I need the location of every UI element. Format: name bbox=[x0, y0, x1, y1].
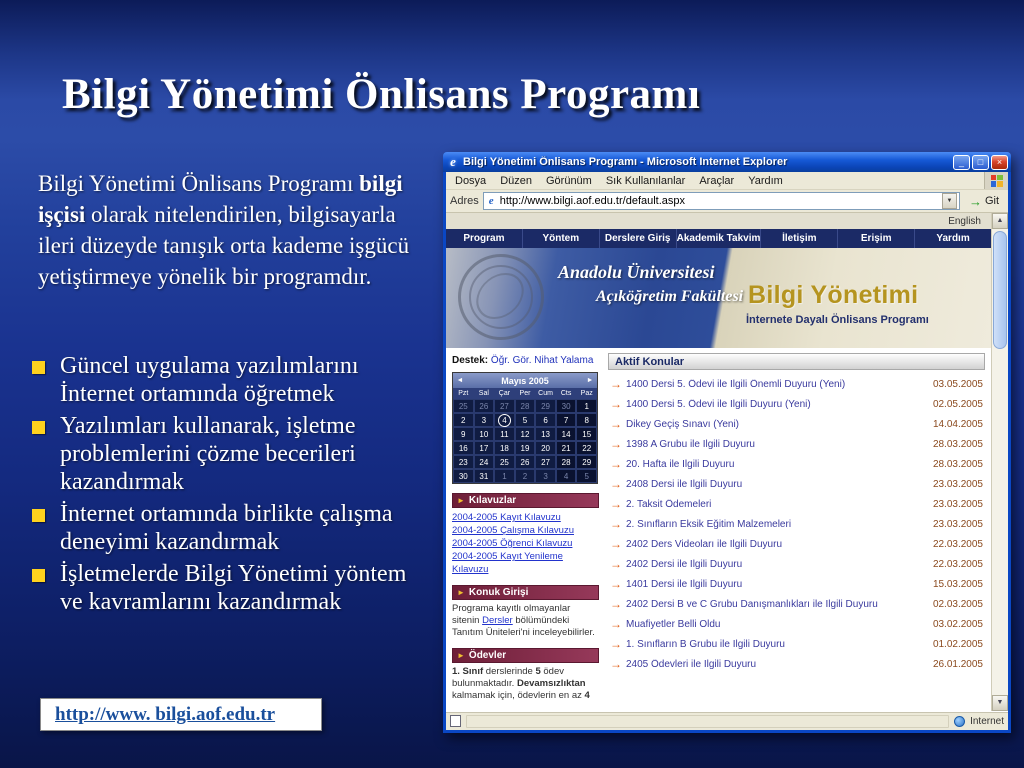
support-line bbox=[452, 355, 599, 366]
window-titlebar[interactable] bbox=[443, 152, 1011, 172]
topic-link[interactable]: 1398 A Grubu ile İlgili Duyuru bbox=[626, 438, 755, 450]
topic-arrow-icon: → bbox=[610, 557, 622, 571]
bullet-item bbox=[28, 500, 432, 556]
calendar-dayname: Pzt bbox=[458, 390, 469, 397]
bullet-text: Güncel uygulama yazılımlarını İnternet ortamında öğretmek bbox=[60, 353, 359, 407]
guide-link[interactable]: 2004-2005 Çalışma Kılavuzu bbox=[452, 525, 574, 536]
topic-row bbox=[608, 554, 985, 574]
topic-date: 28.03.2005 bbox=[932, 458, 983, 470]
topic-date: 03.02.2005 bbox=[932, 618, 983, 630]
topic-date: 23.03.2005 bbox=[932, 498, 983, 510]
topic-arrow-icon: → bbox=[610, 377, 622, 391]
browser-window bbox=[443, 152, 1011, 733]
topic-date: 02.03.2005 bbox=[932, 598, 983, 610]
menu-item[interactable]: Görünüm bbox=[545, 174, 592, 187]
dersler-link[interactable]: Dersler bbox=[482, 615, 513, 626]
calendar-dayname: Paz bbox=[580, 390, 593, 397]
calendar-dayname: Cum bbox=[538, 390, 553, 397]
address-label: Adres bbox=[450, 195, 479, 207]
topic-arrow-icon: → bbox=[610, 577, 622, 591]
support-label: Destek: bbox=[452, 355, 489, 366]
language-strip bbox=[446, 213, 991, 229]
guide-link[interactable]: 2004-2005 Öğrenci Kılavuzu bbox=[452, 538, 573, 549]
ie-icon: e bbox=[450, 154, 456, 169]
site-navbar bbox=[446, 229, 991, 248]
calendar-next-icon[interactable]: ► bbox=[586, 377, 594, 384]
address-input[interactable] bbox=[483, 192, 960, 210]
calendar-day[interactable]: 4 bbox=[556, 469, 577, 483]
bullet-list bbox=[28, 352, 432, 620]
active-topics-header: Aktif Konular bbox=[608, 353, 985, 370]
university-logo-icon bbox=[458, 254, 544, 340]
header-program-title: Bilgi Yönetimi bbox=[748, 281, 919, 309]
topic-row bbox=[608, 634, 985, 654]
topic-link[interactable]: 2. Sınıfların Eksik Eğitim Malzemeleri bbox=[626, 518, 792, 530]
calendar-day[interactable]: 13 bbox=[535, 427, 556, 441]
topic-link[interactable]: 2402 Dersi B ve C Grubu Danışmanlıkları ile İlgili Duyuru bbox=[626, 598, 878, 610]
bullet-text: İşletmelerde Bilgi Yönetimi yöntem ve kavramlarını kazandırmak bbox=[60, 561, 407, 615]
calendar-dayname: Per bbox=[519, 390, 531, 397]
intro-bold: bilgi işçisi bbox=[38, 171, 403, 227]
calendar-day[interactable]: 26 bbox=[474, 399, 495, 413]
topic-link[interactable]: Muafiyetler Belli Oldu bbox=[626, 618, 721, 630]
calendar-day[interactable]: 23 bbox=[453, 455, 474, 469]
intro-pre: Bilgi Yönetimi Önlisans Programı bbox=[38, 171, 360, 196]
text-segment: bölümündeki Tanıtım Üniteleri'ni inceleyebilirler. bbox=[452, 615, 595, 638]
topic-arrow-icon: → bbox=[610, 537, 622, 551]
section-header-homework bbox=[452, 648, 599, 663]
calendar bbox=[452, 372, 598, 484]
scroll-down-icon[interactable]: ▼ bbox=[992, 695, 1008, 711]
nav-item[interactable]: Erişim bbox=[838, 229, 915, 248]
topics-list bbox=[608, 374, 985, 674]
topic-link[interactable]: 1. Sınıfların B Grubu ile İlgili Duyuru bbox=[626, 638, 785, 650]
topic-row bbox=[608, 654, 985, 674]
status-zone-label: Internet bbox=[970, 715, 1004, 727]
menu-item[interactable]: Araçlar bbox=[699, 174, 735, 187]
topic-row bbox=[608, 474, 985, 494]
topic-link[interactable]: 2405 Ödevleri ile İlgili Duyuru bbox=[626, 658, 757, 670]
topic-link[interactable]: Dikey Geçiş Sınavı (Yeni) bbox=[626, 418, 740, 430]
windows-logo-icon bbox=[984, 172, 1008, 189]
text-segment: kalmamak için, ödevlerin en az bbox=[452, 690, 585, 701]
slide-title: Bilgi Yönetimi Önlisans Programı bbox=[62, 71, 701, 118]
calendar-grid bbox=[453, 399, 597, 483]
topic-date: 01.02.2005 bbox=[932, 638, 983, 650]
calendar-month: Mayıs 2005 bbox=[501, 375, 549, 386]
calendar-titlebar bbox=[453, 373, 597, 388]
nav-item[interactable]: Program bbox=[446, 229, 523, 248]
go-arrow-icon: → bbox=[968, 193, 982, 209]
topic-date: 02.05.2005 bbox=[932, 398, 983, 410]
calendar-day[interactable]: 12 bbox=[515, 427, 536, 441]
menu-item[interactable]: Sık Kullanılanlar bbox=[605, 174, 686, 187]
calendar-day[interactable]: 29 bbox=[535, 399, 556, 413]
text-segment: derslerinde bbox=[483, 666, 536, 677]
calendar-day[interactable]: 18 bbox=[494, 441, 515, 455]
topic-arrow-icon: → bbox=[610, 477, 622, 491]
text-segment: 5 bbox=[535, 666, 541, 677]
slide-link-box[interactable] bbox=[40, 698, 322, 731]
topic-arrow-icon: → bbox=[610, 617, 622, 631]
menu-item[interactable]: Yardım bbox=[748, 174, 783, 187]
menu-item[interactable]: Düzen bbox=[500, 174, 532, 187]
calendar-day[interactable]: 9 bbox=[453, 427, 474, 441]
menu-item[interactable]: Dosya bbox=[455, 174, 487, 187]
calendar-day[interactable]: 1 bbox=[576, 399, 597, 413]
topic-arrow-icon: → bbox=[610, 497, 622, 511]
topic-link[interactable]: 20. Hafta ile İlgili Duyuru bbox=[626, 458, 735, 470]
menu-items bbox=[448, 175, 984, 187]
calendar-day[interactable]: 5 bbox=[576, 469, 597, 483]
topic-link[interactable]: 1400 Dersi 5. Ödevi ile İlgili Önemli Duyuru (Yeni) bbox=[626, 378, 846, 390]
calendar-day[interactable]: 27 bbox=[494, 399, 515, 413]
page-body bbox=[446, 348, 991, 711]
calendar-day[interactable]: 1 bbox=[494, 469, 515, 483]
topic-row bbox=[608, 514, 985, 534]
topic-date: 28.03.2005 bbox=[932, 438, 983, 450]
topic-date: 22.03.2005 bbox=[932, 558, 983, 570]
topic-date: 15.03.2005 bbox=[932, 578, 983, 590]
calendar-day[interactable]: 14 bbox=[556, 427, 577, 441]
topic-link[interactable]: 2408 Dersi ile İlgili Duyuru bbox=[626, 478, 743, 490]
english-link[interactable]: English bbox=[948, 215, 981, 227]
calendar-dayname: Sal bbox=[478, 390, 489, 397]
guide-link[interactable]: 2004-2005 Kayıt Yenileme Kılavuzu bbox=[452, 551, 563, 575]
go-label: Git bbox=[984, 195, 999, 207]
scroll-up-icon[interactable]: ▲ bbox=[992, 213, 1008, 229]
calendar-daynames bbox=[453, 388, 597, 399]
calendar-day[interactable]: 4 bbox=[494, 413, 515, 427]
site-header bbox=[446, 248, 991, 348]
page-favicon-icon: e bbox=[488, 195, 494, 207]
topic-arrow-icon: → bbox=[610, 397, 622, 411]
scroll-thumb[interactable] bbox=[993, 231, 1007, 349]
nav-item[interactable]: İletişim bbox=[761, 229, 838, 248]
topic-arrow-icon: → bbox=[610, 597, 622, 611]
calendar-day[interactable]: 30 bbox=[556, 399, 577, 413]
nav-item[interactable]: Derslere Giriş bbox=[600, 229, 677, 248]
calendar-day[interactable]: 26 bbox=[515, 455, 536, 469]
nav-item[interactable]: Yöntem bbox=[523, 229, 600, 248]
calendar-day[interactable]: 15 bbox=[576, 427, 597, 441]
calendar-dayname: Cts bbox=[560, 390, 572, 397]
calendar-day[interactable]: 3 bbox=[474, 413, 495, 427]
guides-list bbox=[452, 511, 599, 576]
homework-text bbox=[452, 666, 599, 702]
calendar-day[interactable]: 21 bbox=[556, 441, 577, 455]
text-segment: 4 bbox=[584, 690, 590, 701]
calendar-day[interactable]: 19 bbox=[515, 441, 536, 455]
topic-date: 03.05.2005 bbox=[932, 378, 983, 390]
globe-icon bbox=[954, 716, 965, 727]
topic-row bbox=[608, 534, 985, 554]
topic-date: 14.04.2005 bbox=[932, 418, 983, 430]
bullet-item bbox=[28, 560, 432, 616]
topic-link[interactable]: 2. Taksit Ödemeleri bbox=[626, 498, 712, 510]
topic-link[interactable]: 1400 Dersi 5. Ödevi ile İlgili Duyuru (Yeni) bbox=[626, 398, 811, 410]
nav-item[interactable]: Akademik Takvim bbox=[677, 229, 762, 248]
calendar-prev-icon[interactable]: ◄ bbox=[456, 377, 464, 384]
web-page bbox=[446, 213, 991, 711]
topic-row bbox=[608, 594, 985, 614]
topic-arrow-icon: → bbox=[610, 657, 622, 671]
window-title: Bilgi Yönetimi Önlisans Programı - Microsoft Internet Explorer bbox=[463, 156, 788, 168]
topic-date: 23.03.2005 bbox=[932, 478, 983, 490]
topic-row bbox=[608, 414, 985, 434]
topic-link[interactable]: 1401 Dersi ile İlgili Duyuru bbox=[626, 578, 743, 590]
bullet-text: Yazılımları kullanarak, işletme problemlerini çözme becerileri kazandırmak bbox=[60, 413, 356, 495]
text-segment: Programa kayıtlı olmayanlar sitenin bbox=[452, 603, 571, 626]
bullet-square-icon bbox=[32, 361, 45, 374]
document-icon bbox=[450, 715, 461, 727]
calendar-day[interactable]: 10 bbox=[474, 427, 495, 441]
calendar-day[interactable]: 2 bbox=[515, 469, 536, 483]
topic-arrow-icon: → bbox=[610, 517, 622, 531]
text-segment: ödev bulunmaktadır. bbox=[452, 666, 564, 689]
menu-bar bbox=[446, 172, 1008, 190]
bullet-square-icon bbox=[32, 421, 45, 434]
guest-text bbox=[452, 603, 599, 639]
section-arrow-icon: ► bbox=[457, 587, 465, 597]
topic-date: 23.03.2005 bbox=[932, 518, 983, 530]
calendar-day[interactable]: 30 bbox=[453, 469, 474, 483]
text-segment: Devamsızlıktan bbox=[516, 678, 586, 689]
calendar-day[interactable]: 22 bbox=[576, 441, 597, 455]
topic-row bbox=[608, 574, 985, 594]
calendar-day[interactable]: 17 bbox=[474, 441, 495, 455]
bullet-item bbox=[28, 352, 432, 408]
section-arrow-icon: ► bbox=[457, 650, 465, 660]
calendar-dayname: Çar bbox=[498, 390, 511, 397]
section-title-guides: Kılavuzlar bbox=[468, 495, 517, 506]
section-arrow-icon: ► bbox=[457, 495, 465, 505]
calendar-day[interactable]: 6 bbox=[535, 413, 556, 427]
go-button[interactable] bbox=[964, 195, 1004, 208]
address-dropdown-icon[interactable]: ▼ bbox=[942, 193, 957, 209]
address-url: http://www.bilgi.aof.edu.tr/default.aspx bbox=[499, 195, 686, 207]
topic-date: 26.01.2005 bbox=[932, 658, 983, 670]
nav-item[interactable]: Yardım bbox=[936, 233, 970, 244]
topic-row bbox=[608, 374, 985, 394]
calendar-day[interactable]: 16 bbox=[453, 441, 474, 455]
calendar-day[interactable]: 28 bbox=[515, 399, 536, 413]
calendar-day[interactable]: 28 bbox=[556, 455, 577, 469]
topic-date: 22.03.2005 bbox=[932, 538, 983, 550]
header-subtitle: İnternete Dayalı Önlisans Programı bbox=[746, 314, 929, 326]
calendar-day[interactable]: 24 bbox=[474, 455, 495, 469]
topic-row bbox=[608, 494, 985, 514]
section-title-guest: Konuk Girişi bbox=[468, 587, 529, 598]
guide-link[interactable]: 2004-2005 Kayıt Kılavuzu bbox=[452, 512, 561, 523]
status-spacer bbox=[466, 715, 949, 728]
close-button[interactable]: × bbox=[991, 155, 1008, 170]
minimize-button[interactable]: _ bbox=[953, 155, 970, 170]
section-title-homework: Ödevler bbox=[468, 650, 507, 661]
intro-paragraph bbox=[38, 168, 430, 292]
calendar-day[interactable]: 3 bbox=[535, 469, 556, 483]
section-header-guest bbox=[452, 585, 599, 600]
bullet-item bbox=[28, 412, 432, 496]
bullet-text: İnternet ortamında birlikte çalışma deneyimi kazandırmak bbox=[60, 501, 393, 555]
section-header-guides bbox=[452, 493, 599, 508]
calendar-day[interactable]: 25 bbox=[494, 455, 515, 469]
bullet-square-icon bbox=[32, 569, 45, 582]
topic-arrow-icon: → bbox=[610, 437, 622, 451]
header-university: Anadolu Üniversitesi bbox=[558, 262, 715, 282]
topic-link[interactable]: 2402 Dersi ile İlgili Duyuru bbox=[626, 558, 743, 570]
topic-row bbox=[608, 394, 985, 414]
calendar-day[interactable]: 25 bbox=[453, 399, 474, 413]
header-faculty: Açıköğretim Fakültesi bbox=[596, 288, 744, 305]
topic-arrow-icon: → bbox=[610, 637, 622, 651]
topic-arrow-icon: → bbox=[610, 457, 622, 471]
main-content bbox=[604, 352, 991, 711]
intro-post: olarak nitelendirilen, bilgisayarla ileri düzeyde tanışık orta kademe işgücü yetiştirmeye yönelik bir programdır. bbox=[38, 202, 410, 289]
support-link[interactable]: Öğr. Gör. Nihat Yalama bbox=[490, 355, 594, 366]
page-viewport bbox=[446, 213, 1008, 711]
bullet-square-icon bbox=[32, 509, 45, 522]
text-segment: 1. Sınıf bbox=[452, 666, 484, 677]
topic-row bbox=[608, 434, 985, 454]
calendar-day[interactable]: 29 bbox=[576, 455, 597, 469]
calendar-day[interactable]: 11 bbox=[494, 427, 515, 441]
calendar-day[interactable]: 27 bbox=[535, 455, 556, 469]
calendar-day[interactable]: 7 bbox=[556, 413, 577, 427]
topic-row bbox=[608, 614, 985, 634]
calendar-day[interactable]: 5 bbox=[515, 413, 536, 427]
sidebar bbox=[446, 352, 604, 711]
slide-link[interactable]: http://www. bilgi.aof.edu.tr bbox=[55, 703, 276, 725]
topic-link[interactable]: 2402 Ders Videoları ile İlgili Duyuru bbox=[626, 538, 783, 550]
status-bar bbox=[446, 711, 1008, 730]
calendar-day[interactable]: 8 bbox=[576, 413, 597, 427]
address-bar bbox=[446, 190, 1008, 213]
calendar-day[interactable]: 2 bbox=[453, 413, 474, 427]
topic-arrow-icon: → bbox=[610, 417, 622, 431]
scrollbar[interactable] bbox=[991, 213, 1008, 711]
topic-row bbox=[608, 454, 985, 474]
calendar-day[interactable]: 20 bbox=[535, 441, 556, 455]
calendar-day[interactable]: 31 bbox=[474, 469, 495, 483]
maximize-button[interactable]: □ bbox=[972, 155, 989, 170]
